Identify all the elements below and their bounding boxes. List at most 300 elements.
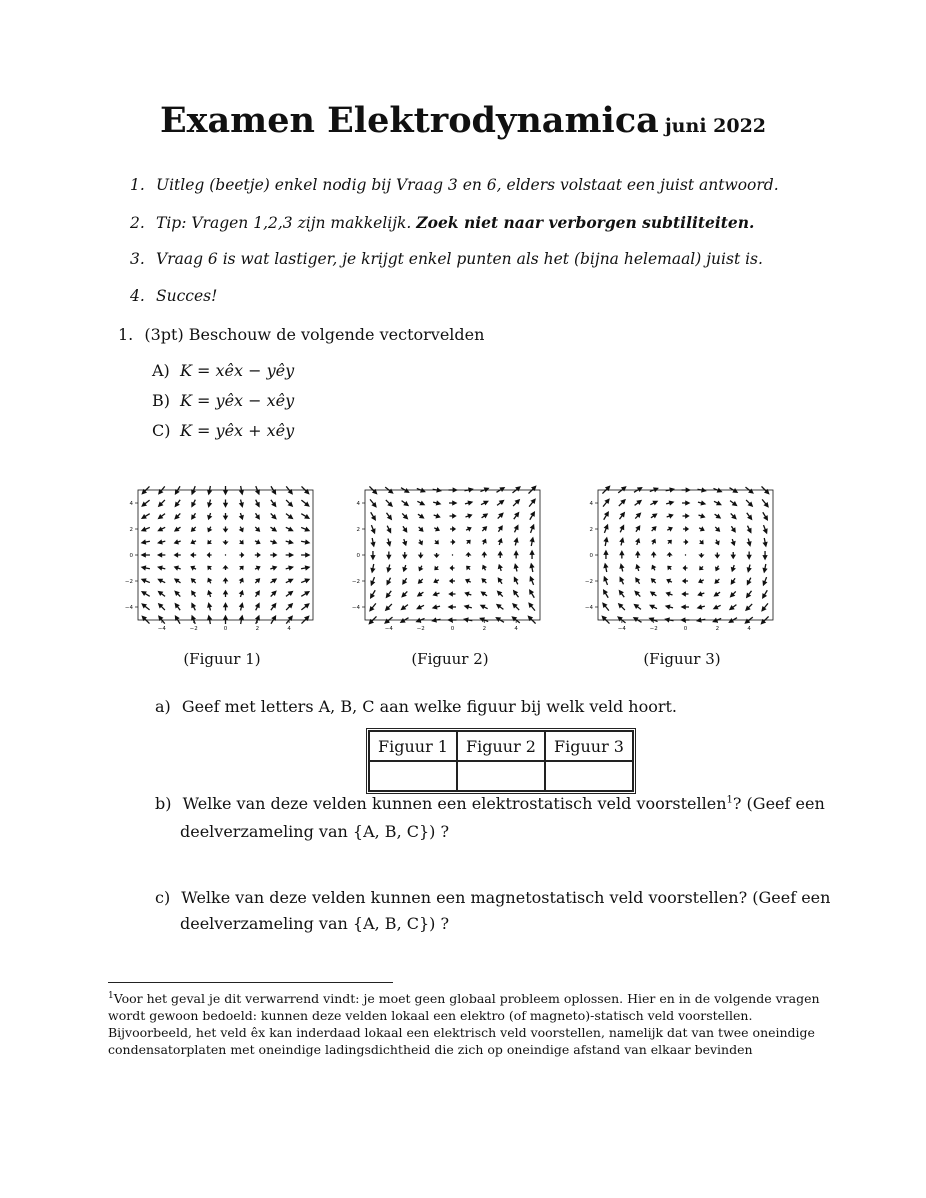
vector-arrow <box>497 501 503 506</box>
footnote <box>108 988 820 1058</box>
vector-arrow <box>270 527 275 531</box>
vector-arrow <box>685 554 686 555</box>
vector-arrow <box>497 605 503 610</box>
vector-arrow <box>451 566 455 569</box>
vector-arrow <box>452 554 453 555</box>
vector-arrow <box>499 565 502 571</box>
vector-arrow <box>255 553 260 556</box>
vector-arrow <box>650 605 657 608</box>
vector-arrow <box>370 603 376 610</box>
vector-arrow <box>668 553 671 557</box>
y-tick-label: 0 <box>589 553 593 559</box>
vector-arrow <box>142 579 150 582</box>
vector-arrow <box>620 565 623 572</box>
vector-arrow <box>715 592 720 596</box>
vector-arrow <box>515 552 518 559</box>
vector-arrow <box>652 553 655 558</box>
vector-arrow <box>271 604 276 610</box>
vector-arrow <box>530 590 535 598</box>
vector-arrow <box>419 540 422 545</box>
answer-cell-figure-1[interactable] <box>369 761 457 791</box>
vector-arrow <box>748 539 751 546</box>
vector-arrow <box>764 525 767 533</box>
vector-arrow <box>255 579 259 583</box>
vector-arrow <box>483 540 486 545</box>
vector-arrow <box>386 500 392 506</box>
vector-arrow <box>731 513 736 518</box>
vector-arrow <box>372 538 375 546</box>
vector-arrow <box>514 578 517 585</box>
vector-arrow <box>666 605 673 608</box>
vector-arrow <box>699 515 705 518</box>
vector-arrow <box>419 566 422 571</box>
note-4 <box>130 287 217 305</box>
vector-arrow <box>716 553 719 558</box>
vector-arrow <box>763 577 766 585</box>
vector-arrow <box>731 578 735 583</box>
vector-arrow <box>159 527 166 530</box>
vector-arrow <box>256 513 260 518</box>
vector-arrow <box>256 500 259 507</box>
vector-arrow <box>371 564 374 572</box>
vector-arrow <box>714 501 721 504</box>
table-header-figure-1: Figuur 1 <box>369 731 457 761</box>
vector-arrow <box>763 512 768 520</box>
vector-arrow <box>370 499 376 506</box>
vector-arrow <box>208 604 211 611</box>
vector-arrow <box>435 553 438 557</box>
vector-arrow <box>667 514 673 517</box>
option-label: B) <box>152 391 170 410</box>
vector-arrow <box>682 501 689 504</box>
table-header-figure-2: Figuur 2 <box>457 731 545 761</box>
vector-arrow <box>604 577 607 585</box>
vector-arrow <box>175 541 181 544</box>
vector-arrow <box>371 590 376 598</box>
figure-1-caption: (Figuur 1) <box>183 650 261 668</box>
vector-arrow <box>699 593 705 596</box>
vector-arrow <box>434 515 440 518</box>
note-number: 1. <box>130 176 145 194</box>
vector-arrow <box>192 500 195 507</box>
vector-arrow <box>240 540 243 543</box>
x-tick-label: 4 <box>287 626 291 632</box>
vector-arrow <box>402 501 408 506</box>
vector-arrow <box>159 500 165 506</box>
vector-arrow <box>748 565 751 572</box>
vector-arrow <box>700 553 703 557</box>
title-date: juni 2022 <box>664 115 767 137</box>
vector-arrow <box>301 579 309 582</box>
vector-arrow <box>715 514 720 518</box>
x-tick-label: −4 <box>617 626 626 632</box>
vector-arrow <box>142 604 149 610</box>
vector-arrow <box>730 605 736 610</box>
figure-3-caption: (Figuur 3) <box>643 650 721 668</box>
vector-arrow <box>301 527 309 530</box>
vector-arrow <box>208 566 211 569</box>
x-tick-label: 0 <box>450 626 455 632</box>
vector-arrow <box>142 527 150 530</box>
vector-arrow <box>763 564 766 572</box>
vector-arrow <box>240 513 243 519</box>
vector-arrow <box>159 604 165 610</box>
vector-arrow <box>224 500 227 507</box>
vector-arrow <box>746 604 752 610</box>
vector-arrow <box>636 578 640 583</box>
note-text: Vraag 6 is wat lastiger, je krijgt enkel punten als het (bijna helemaal) juist is. <box>156 250 763 268</box>
vector-arrow <box>418 514 423 518</box>
vector-arrow <box>652 566 655 571</box>
table-header-figure-3: Figuur 3 <box>545 731 633 761</box>
vector-arrow <box>530 564 533 572</box>
vector-arrow <box>604 564 607 572</box>
vector-arrow <box>387 526 390 533</box>
part-c <box>155 888 830 907</box>
vector-arrow <box>224 540 227 544</box>
vector-arrow <box>191 541 196 544</box>
part-b-text: Welke van deze velden kunnen een elektrostatisch veld voorstellen <box>182 794 727 813</box>
vector-arrow <box>403 552 406 558</box>
vector-arrow <box>403 539 406 545</box>
vector-arrow <box>402 591 407 596</box>
y-tick-label: 0 <box>356 553 360 559</box>
vector-arrow <box>433 502 440 505</box>
vector-arrow <box>652 579 656 583</box>
vector-arrow <box>668 566 671 569</box>
vector-arrow <box>731 526 735 531</box>
vector-arrow <box>142 500 149 506</box>
vector-arrow <box>762 499 768 506</box>
vector-arrow <box>417 605 424 608</box>
vector-arrow <box>240 500 243 507</box>
vector-arrow <box>747 578 750 585</box>
vector-arrow <box>715 579 719 583</box>
vector-arrow <box>142 541 150 544</box>
vector-arrow <box>142 566 150 569</box>
vector-arrow <box>466 527 471 530</box>
vector-arrow <box>465 501 472 504</box>
y-tick-label: −2 <box>584 579 593 585</box>
vector-arrow <box>301 604 308 610</box>
vector-arrow <box>159 514 165 519</box>
vector-arrow <box>482 579 486 583</box>
vector-arrow <box>224 566 227 570</box>
vector-arrow <box>434 528 439 531</box>
answer-table <box>366 728 636 794</box>
vector-arrow <box>191 553 196 556</box>
vector-arrow <box>286 541 293 544</box>
vector-arrow <box>301 592 309 597</box>
vector-arrow <box>467 566 470 569</box>
vector-arrow <box>530 512 535 520</box>
y-tick-label: 2 <box>589 527 593 533</box>
option-formula: K = yêx − xêy <box>180 391 295 410</box>
vector-arrow <box>530 551 533 559</box>
vector-arrow <box>531 525 534 533</box>
vector-arrow <box>450 514 456 517</box>
vector-arrow <box>449 501 456 504</box>
footnote-mark: 1 <box>108 991 114 1001</box>
note-text: Uitleg (beetje) enkel nodig bij Vraag 3 en 6, elders volstaat een juist antwoord. <box>156 176 779 194</box>
vector-arrow <box>498 578 502 583</box>
vector-arrow <box>666 501 673 504</box>
vector-arrow <box>271 500 276 506</box>
x-tick-label: 2 <box>482 626 487 632</box>
part-b-line-2: deelverzameling van {A, B, C}) ? <box>180 822 450 841</box>
vector-arrow <box>192 591 196 596</box>
vector-arrow <box>418 592 423 596</box>
vector-arrow <box>482 592 487 596</box>
vector-arrow <box>371 525 374 533</box>
vector-arrow <box>142 592 150 597</box>
vector-arrow <box>604 590 609 598</box>
x-tick-label: 4 <box>514 626 518 632</box>
vector-arrow <box>387 552 390 559</box>
vector-arrow <box>224 527 227 532</box>
vector-arrow <box>513 500 519 506</box>
vector-arrow <box>619 500 625 506</box>
vector-arrow <box>465 605 472 608</box>
vector-arrow <box>636 539 639 545</box>
note-number: 3. <box>130 250 145 268</box>
vector-arrow <box>301 566 309 569</box>
vector-arrow <box>498 513 503 518</box>
vector-arrow <box>604 551 607 559</box>
vector-arrow <box>286 579 293 582</box>
note-2 <box>130 213 754 232</box>
vector-arrow <box>175 591 180 596</box>
vector-arrow <box>747 526 750 533</box>
vector-arrow <box>514 513 519 519</box>
vector-arrow <box>301 541 309 544</box>
vector-arrow <box>208 500 211 507</box>
note-3 <box>130 250 763 268</box>
part-c-label: c) <box>155 888 171 907</box>
vector-arrow <box>636 552 639 558</box>
vector-arrows <box>369 486 535 623</box>
part-c-text: Welke van deze velden kunnen een magnetostatisch veld voorstellen? (Geef een <box>181 888 831 907</box>
note-number: 2. <box>130 214 145 232</box>
vector-arrow <box>403 565 406 571</box>
vector-arrow <box>498 526 502 531</box>
vector-arrow <box>683 579 688 582</box>
vector-arrow <box>466 592 472 595</box>
vector-arrow <box>483 566 486 571</box>
vector-arrow <box>635 513 640 518</box>
answer-cell-figure-3[interactable] <box>545 761 633 791</box>
vector-arrow <box>386 591 391 597</box>
vector-arrow <box>483 553 486 558</box>
vector-arrow <box>386 513 391 519</box>
vector-arrow <box>635 501 641 506</box>
vector-arrow <box>620 539 623 546</box>
option-a <box>152 361 294 380</box>
vector-arrow <box>371 577 374 585</box>
vector-arrow <box>387 539 390 546</box>
vector-arrow <box>604 525 607 533</box>
x-tick-label: −2 <box>416 626 425 632</box>
vector-arrow <box>450 527 455 530</box>
vector-arrow <box>271 591 276 596</box>
vector-arrow <box>270 566 276 569</box>
vector-arrow <box>698 606 705 609</box>
vector-arrow <box>698 502 705 505</box>
vector-arrow <box>208 591 211 597</box>
vector-arrow <box>682 488 690 491</box>
vector-arrow <box>240 591 243 597</box>
vector-arrow <box>763 590 768 598</box>
vector-arrow <box>716 566 719 571</box>
vector-arrow <box>158 566 165 569</box>
vector-arrow <box>371 551 374 559</box>
vector-arrow <box>746 500 752 506</box>
vector-arrow <box>191 566 196 569</box>
vector-arrow <box>419 579 423 583</box>
vector-arrow <box>603 603 609 610</box>
vector-arrow <box>175 513 180 518</box>
vector-arrow <box>225 554 226 555</box>
vector-arrow <box>636 565 639 571</box>
vector-arrow <box>271 513 276 518</box>
x-tick-label: −4 <box>157 626 166 632</box>
vector-arrow <box>224 513 227 519</box>
answer-cell-figure-2[interactable] <box>457 761 545 791</box>
vector-arrow <box>481 501 488 504</box>
y-tick-label: −4 <box>124 605 133 611</box>
question-number: 1. <box>118 325 134 344</box>
vector-arrow <box>652 527 656 531</box>
option-formula: K = yêx + xêy <box>180 421 295 440</box>
vector-arrow <box>668 540 671 543</box>
note-1 <box>130 176 779 194</box>
vector-arrow <box>650 501 657 504</box>
vector-arrow <box>730 501 736 506</box>
vector-arrow <box>301 553 309 556</box>
vector-arrow <box>684 540 688 543</box>
vector-arrow <box>434 580 439 583</box>
y-tick-label: −4 <box>351 605 360 611</box>
vector-arrow <box>208 540 211 543</box>
vector-arrow <box>256 591 260 596</box>
vector-arrows <box>142 486 309 624</box>
vector-arrow <box>667 579 672 582</box>
vector-arrow <box>682 605 689 608</box>
vector-arrow <box>498 591 503 596</box>
vector-arrow <box>605 538 608 546</box>
figure-2-plot <box>345 485 545 635</box>
part-a <box>155 697 677 716</box>
part-b-label: b) <box>155 794 172 813</box>
vector-arrow <box>286 604 292 610</box>
vector-arrow <box>175 527 180 531</box>
vector-arrow <box>747 591 752 597</box>
vector-arrow <box>387 565 390 572</box>
vector-arrow <box>208 553 212 556</box>
vector-arrow <box>529 499 535 506</box>
vector-arrow <box>732 552 735 558</box>
vector-arrow <box>683 592 689 595</box>
option-formula: K = xêx − yêy <box>180 361 295 380</box>
vector-arrow <box>620 552 623 559</box>
vector-arrow <box>667 592 673 595</box>
option-c <box>152 421 294 440</box>
vector-arrow <box>142 553 150 556</box>
x-tick-label: 0 <box>683 626 688 632</box>
vector-arrow <box>159 579 166 582</box>
vector-arrow <box>531 538 534 546</box>
vector-arrow <box>240 604 243 611</box>
question-intro-text: (3pt) Beschouw de volgende vectorvelden <box>144 325 485 344</box>
vector-arrow <box>482 527 486 531</box>
vector-arrow <box>515 565 518 572</box>
note-number: 4. <box>130 287 145 305</box>
vector-arrows <box>602 486 768 623</box>
vector-arrow <box>159 592 165 597</box>
vector-arrow <box>192 527 196 531</box>
y-tick-label: 2 <box>129 527 133 533</box>
footnote-reference: 1 <box>726 794 733 806</box>
vector-arrow <box>513 604 519 610</box>
vector-arrow <box>482 514 487 518</box>
vector-arrow <box>449 605 456 608</box>
vector-arrow <box>224 604 227 611</box>
option-b <box>152 391 294 410</box>
figure-2-caption: (Figuur 2) <box>411 650 489 668</box>
part-b <box>155 794 825 813</box>
vector-arrow <box>635 605 641 610</box>
x-tick-label: 4 <box>747 626 751 632</box>
y-tick-label: −2 <box>351 579 360 585</box>
y-tick-label: 0 <box>129 553 133 559</box>
vector-arrow <box>620 578 623 585</box>
vector-arrow <box>450 579 455 582</box>
note-bold-text: Zoek niet naar verborgen subtiliteiten. <box>416 213 755 232</box>
vector-arrow <box>403 578 407 583</box>
vector-arrow <box>224 579 227 584</box>
vector-arrow <box>255 566 260 569</box>
vector-arrow <box>499 552 502 558</box>
vector-arrow <box>224 591 227 597</box>
vector-arrow <box>748 552 751 559</box>
vector-arrow <box>301 500 308 506</box>
vector-arrow <box>435 540 438 543</box>
vector-arrow <box>175 500 180 506</box>
vector-arrow <box>402 513 407 518</box>
note-text: Tip: Vragen 1,2,3 zijn makkelijk. <box>156 214 417 232</box>
vector-arrow <box>386 604 392 610</box>
vector-arrow <box>762 603 768 610</box>
vector-arrow <box>515 539 518 546</box>
vector-arrow <box>256 604 259 611</box>
vector-arrow <box>651 592 656 596</box>
vector-arrow <box>434 593 440 596</box>
x-tick-label: −2 <box>649 626 658 632</box>
x-tick-label: 0 <box>223 626 228 632</box>
vector-arrow <box>417 501 424 504</box>
vector-arrow <box>530 577 533 585</box>
exam-title <box>0 100 926 141</box>
vector-arrow <box>604 512 609 520</box>
vector-arrow <box>451 540 455 543</box>
vector-arrow <box>208 527 211 532</box>
vector-arrow <box>763 551 766 559</box>
vector-arrow <box>449 488 457 491</box>
vector-arrow <box>619 591 624 597</box>
vector-arrow <box>481 605 488 608</box>
vector-arrow <box>699 528 704 531</box>
vector-arrow <box>514 526 517 533</box>
